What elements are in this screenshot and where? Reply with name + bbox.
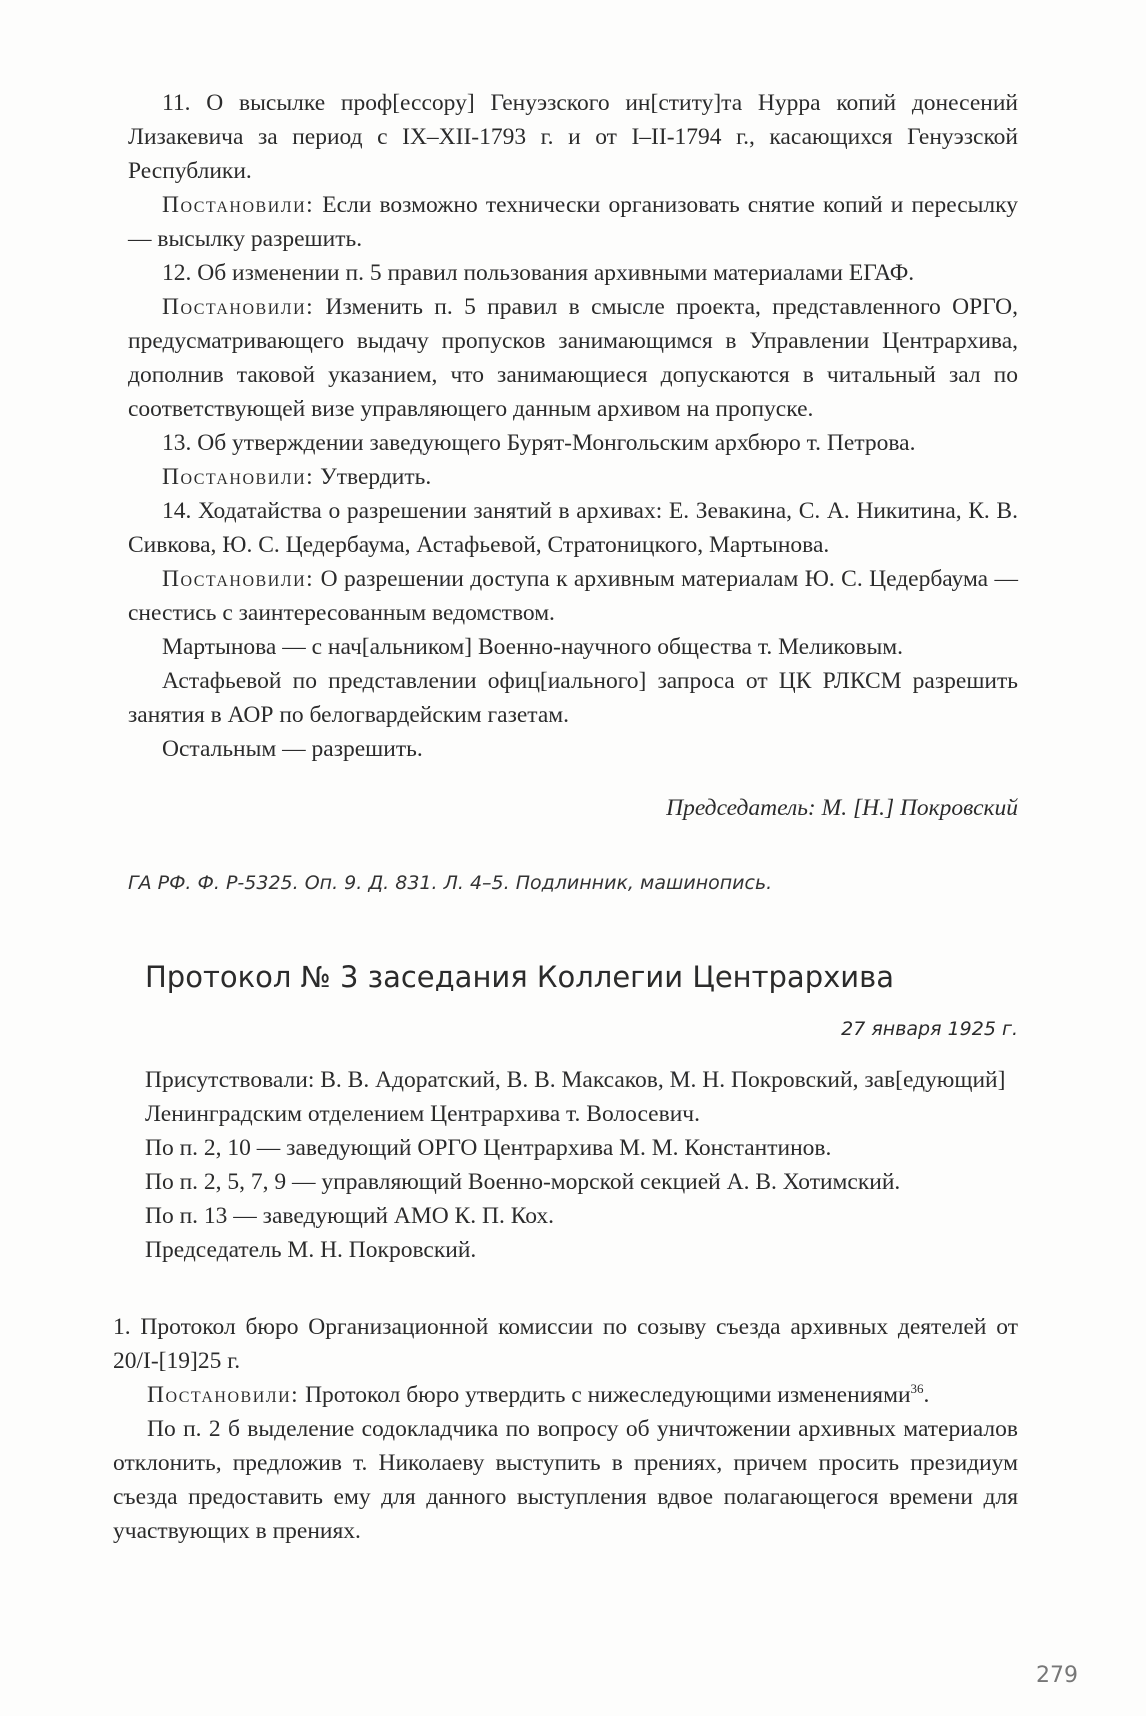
resolution-11 xyxy=(128,188,1018,256)
resolved-label: Постановили: xyxy=(162,464,315,490)
resolution-martynov: Мартынова — с нач[альником] Военно-научного общества т. Меликовым. xyxy=(162,634,904,660)
item-12: 12. Об изменении п. 5 правил пользования архивными материалами ЕГАФ. xyxy=(162,260,915,286)
resolved-label: Постановили: xyxy=(162,566,315,592)
attendance-item-2-5-7-9: По п. 2, 5, 7, 9 — управляющий Военно-морской секцией А. В. Хотимский. xyxy=(145,1169,901,1195)
item-14: 14. Ходатайства о разрешении занятий в архивах: Е. Зевакина, С. А. Никитина, К. В. Сивкова, Ю. С. Цедербаума, Астафьевой, Стратоницкого, Мартынова. xyxy=(128,498,1018,558)
resolution-14 xyxy=(128,562,1018,630)
protocol-items xyxy=(113,1310,1018,1548)
archive-source-reference: ГА РФ. Ф. Р-5325. Оп. 9. Д. 831. Л. 4–5. Подлинник, машинопись. xyxy=(128,872,773,894)
resolution-12 xyxy=(128,290,1018,426)
footnote-marker: 36 xyxy=(910,1381,924,1397)
attendance-present: Присутствовали: В. В. Адоратский, В. В. Максаков, М. Н. Покровский, зав[едующий] Ленинградским отделением Центрархива т. Волосевич. xyxy=(145,1067,1006,1127)
resolved-text: Если возможно технически организовать снятие копий и пересылку — высылку разрешить. xyxy=(128,192,1018,252)
resolved-label: Постановили: xyxy=(147,1382,300,1408)
item-11: 11. О высылке проф[ессору] Генуэзского ин[ститу]та Нурра копий донесений Лизакевича за период с IX–XII-1793 г. и от I–II-1794 г., касающихся Генуэзской Республики. xyxy=(128,90,1018,184)
resolved-label: Постановили: xyxy=(162,294,315,320)
resolved-text: Протокол бюро утвердить с нижеследующими изменениями xyxy=(299,1382,911,1408)
attendance-chairman: Председатель М. Н. Покровский. xyxy=(145,1237,477,1263)
resolution-astafyeva: Астафьевой по представлении офиц[иального] запроса от ЦК РЛКСМ разрешить занятия в АОР по белогвардейским газетам. xyxy=(128,668,1018,728)
resolutions-continued xyxy=(128,86,1018,766)
protocol-heading: Протокол № 3 заседания Коллегии Центрархива xyxy=(145,960,894,994)
protocol-item-1: 1. Протокол бюро Организационной комиссии по созыву съезда архивных деятелей от 20/I-[19]25 г. xyxy=(113,1314,1018,1374)
chairman-signature: Председатель: М. [Н.] Покровский xyxy=(666,795,1018,821)
attendance-item-2-10: По п. 2, 10 — заведующий ОРГО Центрархива М. М. Константинов. xyxy=(145,1135,832,1161)
attendance-item-13: По п. 13 — заведующий АМО К. П. Кох. xyxy=(145,1203,555,1229)
item-13: 13. Об утверждении заведующего Бурят-Монгольским архбюро т. Петрова. xyxy=(162,430,916,456)
resolved-text: Утвердить. xyxy=(314,464,432,490)
protocol-resolution-1 xyxy=(113,1378,1018,1412)
resolved-end: . xyxy=(923,1382,930,1408)
resolved-label: Постановили: xyxy=(162,192,315,218)
page-number: 279 xyxy=(1036,1663,1078,1688)
resolution-13 xyxy=(128,460,1018,494)
attendance-list xyxy=(145,1063,1015,1267)
resolved-text: Изменить п. 5 правил в смысле проекта, представленного ОРГО, предусматривающего выдачу пропусков занимающимся в Управлении Центрархива, дополнив таковой указанием, что занимающиеся допускаются в читальный зал по соответствующей визе управляющего данным архивом на пропуске. xyxy=(128,294,1018,422)
resolved-text: О разрешении доступа к архивным материалам Ю. С. Цедербаума — снестись с заинтересованным ведомством. xyxy=(128,566,1018,626)
protocol-date: 27 января 1925 г. xyxy=(841,1018,1018,1040)
protocol-item-2b: По п. 2 б выделение содокладчика по вопросу об уничтожении архивных материалов отклонить, предложив т. Николаеву выступить в прениях, причем просить президиум съезда предоставить ему для данного выступления вдвое полагающегося времени для участвующих в прениях. xyxy=(113,1416,1018,1544)
resolution-others: Остальным — разрешить. xyxy=(162,736,423,762)
